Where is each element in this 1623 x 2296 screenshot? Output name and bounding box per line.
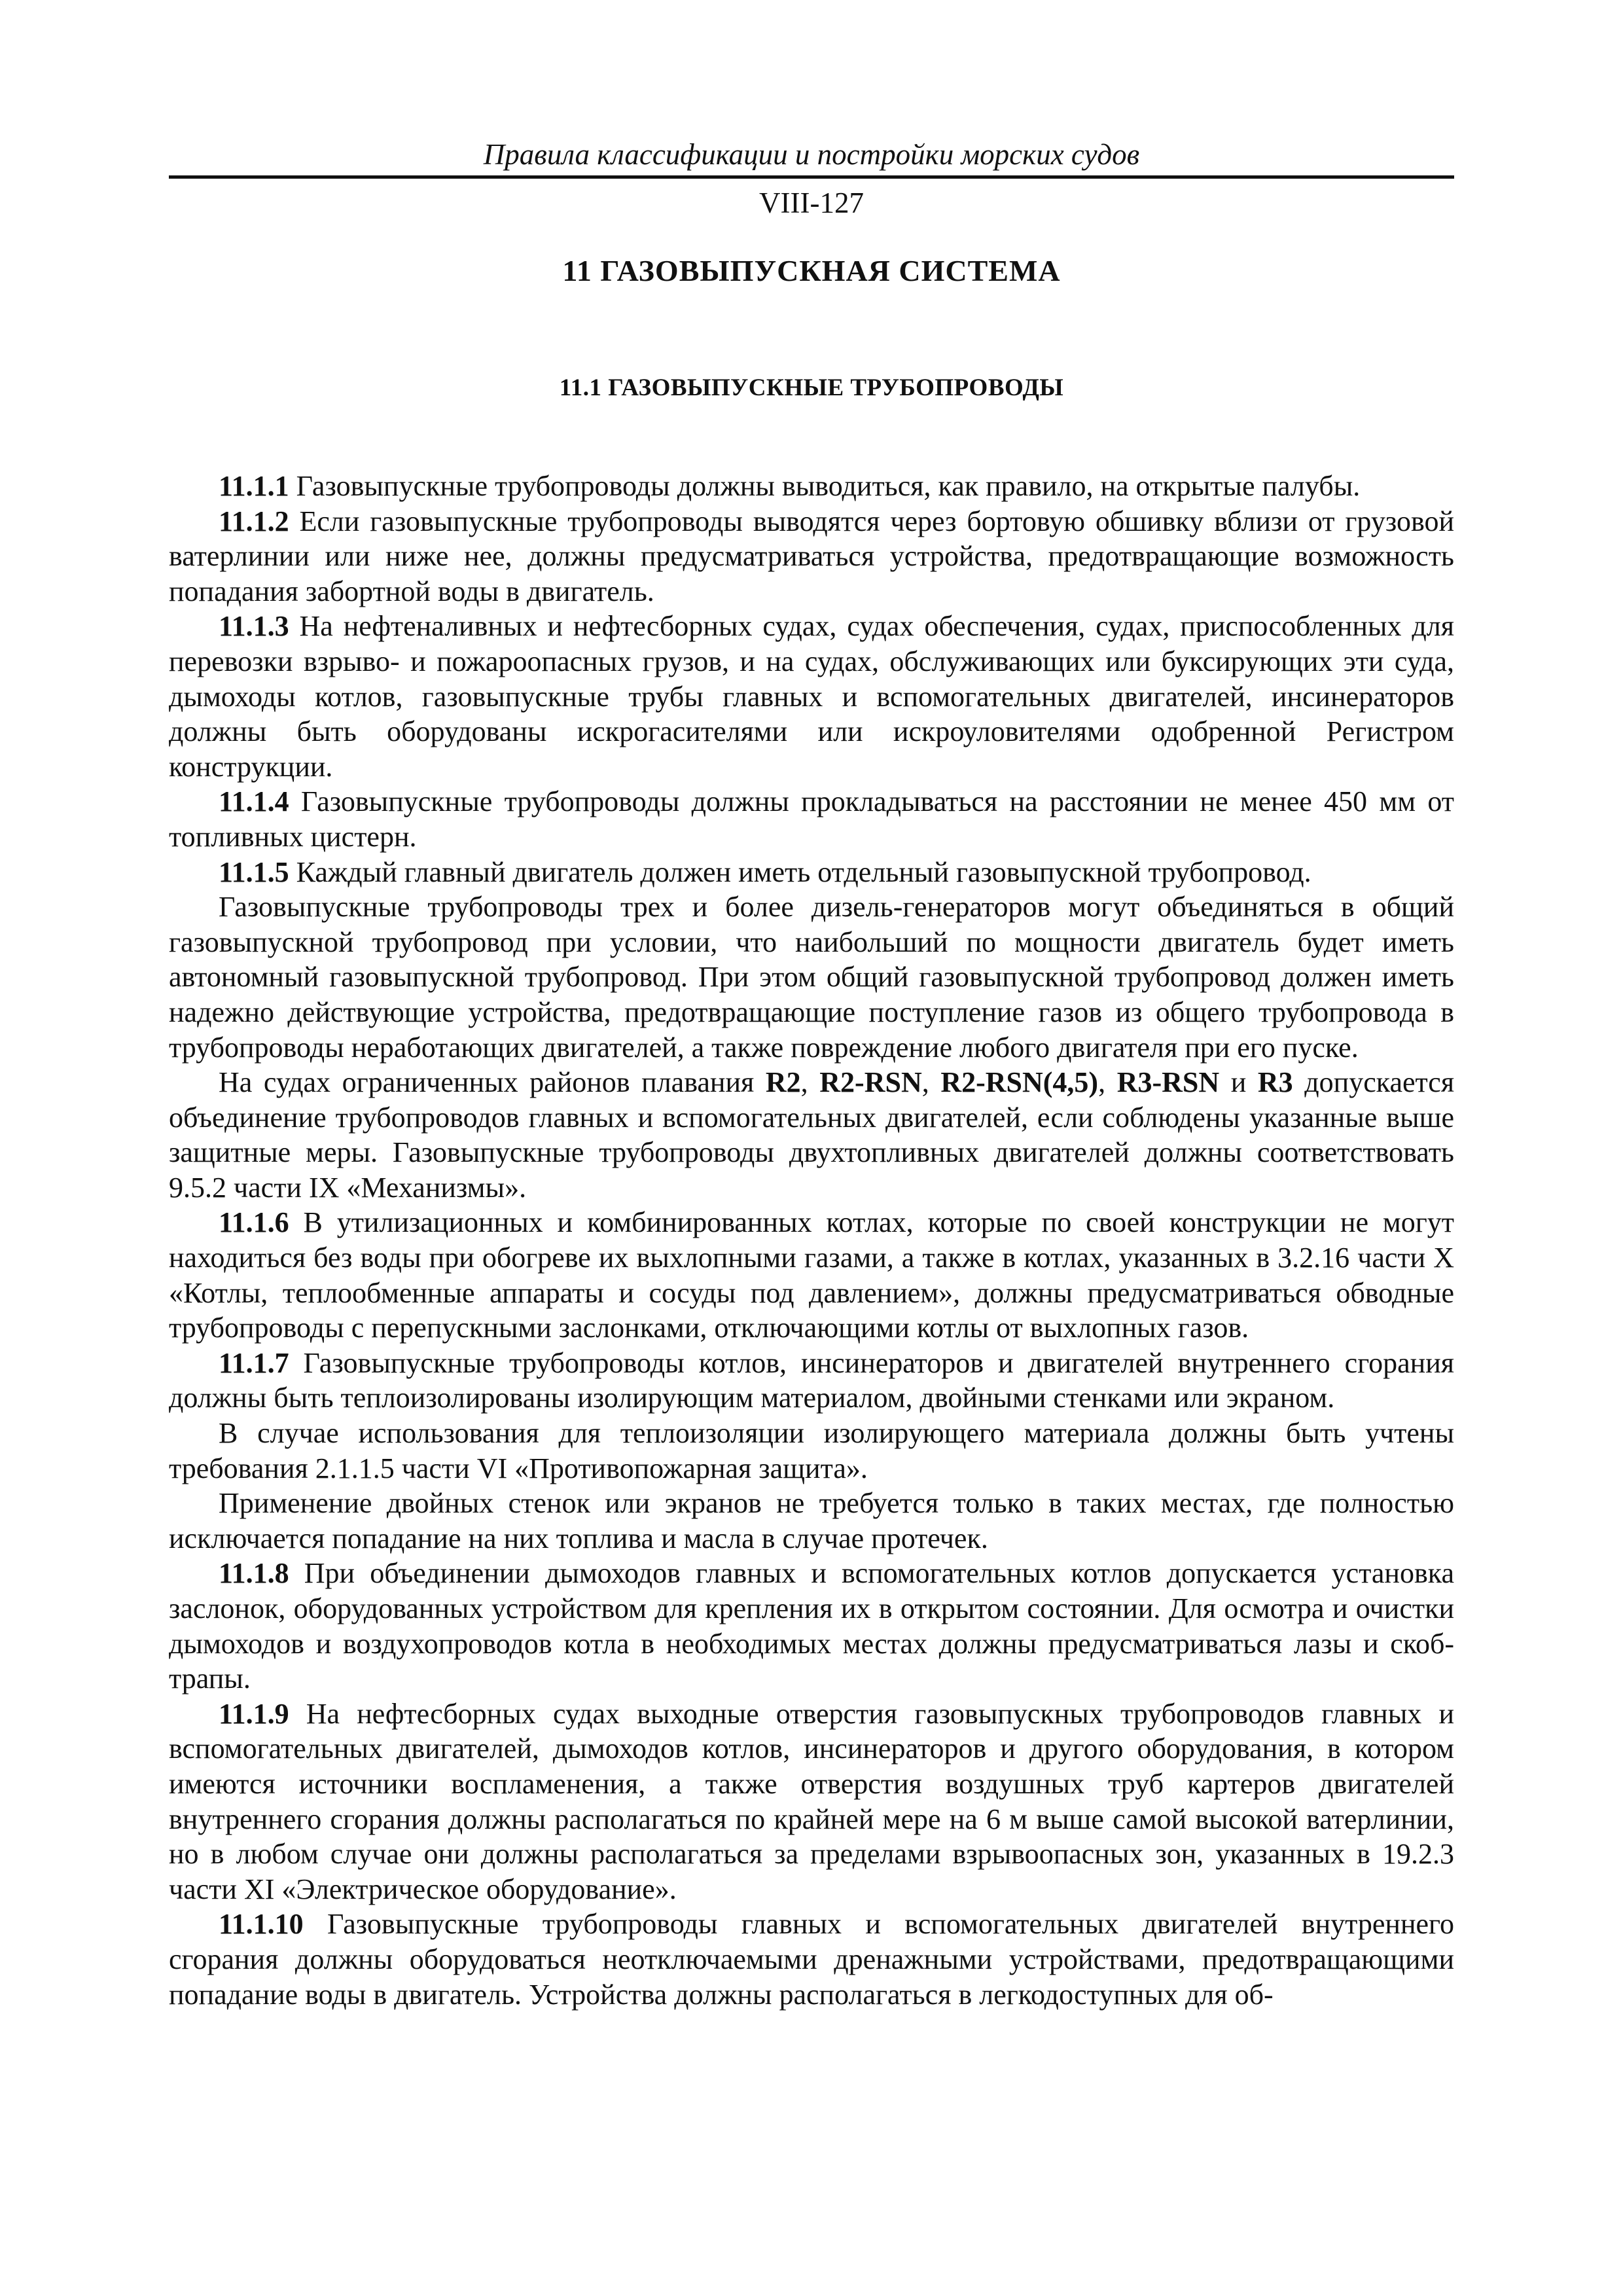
paragraph-text: На судах ограниченных районов плавания — [219, 1066, 766, 1099]
paragraph-text: В случае использования для теплоизоляции изолирующего материала должны быть учтены требования 2.1.1.5 части VI «Противопожарная защита». — [169, 1417, 1454, 1484]
paragraph-11-1-3 — [169, 609, 1454, 784]
paragraph-text: Газовыпускные трубопроводы котлов, инсинераторов и двигателей внутреннего сгорания должны быть теплоизолированы изолирующим материалом, двойными стенками или экраном. — [169, 1346, 1454, 1414]
paragraph-diesel-generators — [169, 889, 1454, 1065]
paragraph-11-1-9 — [169, 1696, 1454, 1907]
paragraph-text: При объединении дымоходов главных и вспомогательных котлов допускается установка заслонок, оборудованных устройством для крепления их в открытом состоянии. Для осмотра и очистки дымоходов и воздухопроводов котла в необходимых местах должны предусматриваться лазы и скоб-трапы. — [169, 1557, 1454, 1695]
clause-number: 11.1.7 — [219, 1346, 289, 1379]
paragraph-thermal-insulation — [169, 1416, 1454, 1486]
paragraph-double-walls — [169, 1486, 1454, 1556]
page-number: VIII-127 — [759, 187, 864, 219]
class-notation-r3: R3 — [1257, 1066, 1293, 1099]
clause-number: 11.1.8 — [219, 1557, 289, 1590]
paragraph-text: допускается объединение трубопроводов главных и вспомогательных двигателей, если соблюдены указанные выше защитные меры. Газовыпускные трубопроводы двухтопливных двигателей должны соответствовать 9.5.2 части IX «Механизмы». — [169, 1066, 1455, 1204]
section-title: 11.1 ГАЗОВЫПУСКНЫЕ ТРУБОПРОВОДЫ — [559, 374, 1064, 401]
class-notation-r2-rsn-4-5: R2-RSN(4,5) — [940, 1066, 1099, 1099]
chapter-title: 11 ГАЗОВЫПУСКНАЯ СИСТЕМА — [562, 254, 1061, 287]
running-header-title: Правила классификации и постройки морских судов — [483, 138, 1140, 171]
separator: , — [921, 1066, 941, 1099]
separator: , — [800, 1066, 820, 1099]
clause-number: 11.1.1 — [219, 470, 289, 502]
paragraph-text: Если газовыпускные трубопроводы выводятся через бортовую обшивку вблизи от грузовой ватерлинии или ниже нее, должны предусматриваться устройства, предотвращающие возможность попадания забортной воды в двигатель. — [169, 505, 1454, 607]
document-page — [169, 0, 1454, 2296]
clause-number: 11.1.5 — [219, 855, 289, 888]
paragraph-text: Газовыпускные трубопроводы трех и более дизель-генераторов могут объединяться в общий газовыпускной трубопровод при условии, что наибольший по мощности двигатель будет иметь автономный газовыпускной трубопровод. При этом общий газовыпускной трубопровод должен иметь надежно действующие устройства, предотвращающие поступление газов из общего трубопровода в трубопроводы неработающих двигателей, а также повреждение любого двигателя при его пуске. — [169, 891, 1454, 1064]
paragraph-text: Газовыпускные трубопроводы главных и вспомогательных двигателей внутреннего сгорания должны оборудоваться неотключаемыми дренажными устройствами, предотвращающими попадание воды в двигатель. Устройства должны располагаться в легкодоступных для об- — [169, 1908, 1454, 2011]
clause-number: 11.1.3 — [219, 610, 289, 643]
paragraph-11-1-1 — [169, 469, 1454, 504]
paragraph-text: Газовыпускные трубопроводы должны выводиться, как правило, на открытые палубы. — [289, 470, 1361, 502]
class-notation-r2-rsn: R2-RSN — [819, 1066, 922, 1099]
clause-number: 11.1.9 — [219, 1697, 289, 1730]
paragraph-text: Газовыпускные трубопроводы должны прокладываться на расстоянии не менее 450 мм от топливных цистерн. — [169, 785, 1454, 853]
paragraph-11-1-6 — [169, 1205, 1454, 1345]
separator: и — [1219, 1066, 1258, 1099]
paragraph-text: Каждый главный двигатель должен иметь отдельный газовыпускной трубопровод. — [289, 855, 1311, 888]
paragraph-text: Применение двойных стенок или экранов не требуется только в таких местах, где полностью исключается попадание на них топлива и масла в случае протечек. — [169, 1487, 1454, 1554]
clause-number: 11.1.6 — [219, 1206, 289, 1239]
paragraph-11-1-4 — [169, 784, 1454, 854]
paragraph-text: На нефтесборных судах выходные отверстия газовыпускных трубопроводов главных и вспомогательных двигателей, дымоходов котлов, инсинераторов и другого оборудования, в котором имеются источники воспламенения, а также отверстия воздушных труб картеров двигателей внутреннего сгорания должны располагаться по крайней мере на 6 м выше самой высокой ватерлинии, но в любом случае они должны располагаться за пределами взрывоопасных зон, указанных в 19.2.3 части XI «Электрическое оборудование». — [169, 1697, 1454, 1905]
paragraph-11-1-5 — [169, 855, 1454, 890]
clause-number: 11.1.10 — [219, 1908, 304, 1941]
paragraph-11-1-8 — [169, 1556, 1454, 1696]
clause-number: 11.1.2 — [219, 505, 289, 537]
paragraph-11-1-2 — [169, 504, 1454, 609]
class-notation-r3-rsn: R3-RSN — [1116, 1066, 1220, 1099]
header-rule — [169, 175, 1454, 179]
paragraph-text: На нефтеналивных и нефтесборных судах, судах обеспечения, судах, приспособленных для перевозки взрыво- и пожароопасных грузов, и на судах, обслуживающих или буксирующих эти суда, дымоходы котлов, газовыпускные трубы главных и вспомогательных двигателей, инсинераторов должны быть оборудованы искрогасителями или искроуловителями одобренной Регистром конструкции. — [169, 610, 1454, 783]
paragraph-restricted-areas — [169, 1065, 1454, 1205]
body-text — [169, 469, 1454, 2012]
class-notation-r2: R2 — [765, 1066, 801, 1099]
clause-number: 11.1.4 — [219, 785, 289, 818]
separator: , — [1098, 1066, 1117, 1099]
paragraph-text: В утилизационных и комбинированных котлах, которые по своей конструкции не могут находиться без воды при обогреве их выхлопными газами, а также в котлах, указанных в 3.2.16 части X «Котлы, теплообменные аппараты и сосуды под давлением», должны предусматриваться обводные трубопроводы с перепускными заслонками, отключающими котлы от выхлопных газов. — [169, 1206, 1454, 1344]
paragraph-11-1-10 — [169, 1907, 1454, 2012]
paragraph-11-1-7 — [169, 1346, 1454, 1416]
